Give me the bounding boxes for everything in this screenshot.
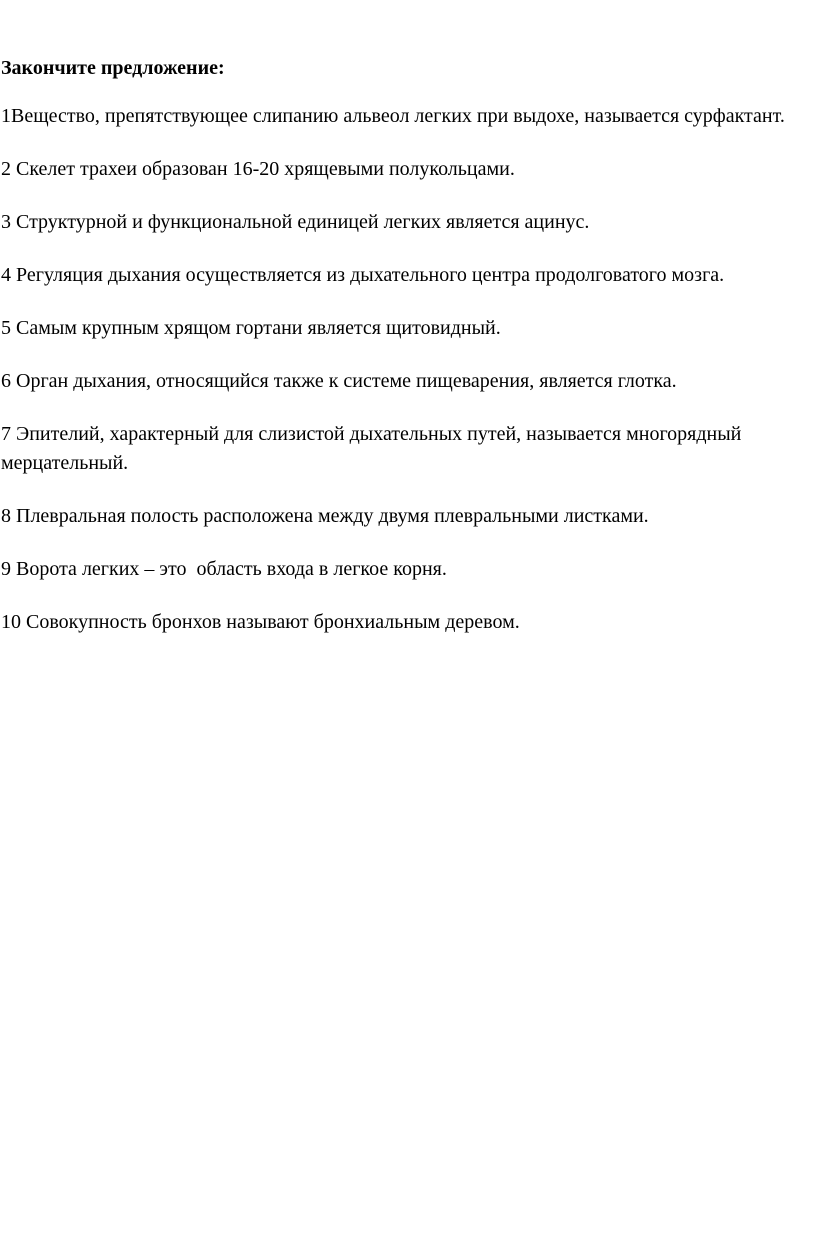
sentence-item-7: 7 Эпителий, характерный для слизистой дыхательных путей, называется многорядный мерцательный. [1, 423, 747, 474]
sentence-item-2: 2 Скелет трахеи образован 16-20 хрящевыми полукольцами. [1, 158, 515, 180]
sentence-item-9: 9 Ворота легких – это область входа в легкое корня. [1, 558, 447, 580]
sentence-item-6: 6 Орган дыхания, относящийся также к системе пищеварения, является глотка. [1, 370, 677, 392]
sentence-item-10: 10 Совокупность бронхов называют бронхиальным деревом. [1, 611, 520, 633]
sentence-item-4: 4 Регуляция дыхания осуществляется из дыхательного центра продолговатого мозга. [1, 264, 725, 286]
sentence-item-1: 1Вещество, препятствующее слипанию альвеол легких при выдохе, называется сурфактант. [1, 105, 785, 127]
sentence-item-3: 3 Структурной и функциональной единицей легких является ацинус. [1, 211, 590, 233]
sentence-item-5: 5 Самым крупным хрящом гортани является щитовидный. [1, 317, 501, 339]
sentence-item-8: 8 Плевральная полость расположена между двумя плевральными листками. [1, 505, 649, 527]
document-title: Закончите предложение: [1, 57, 225, 79]
document-content [1, 54, 813, 637]
sentence-list [1, 102, 813, 637]
